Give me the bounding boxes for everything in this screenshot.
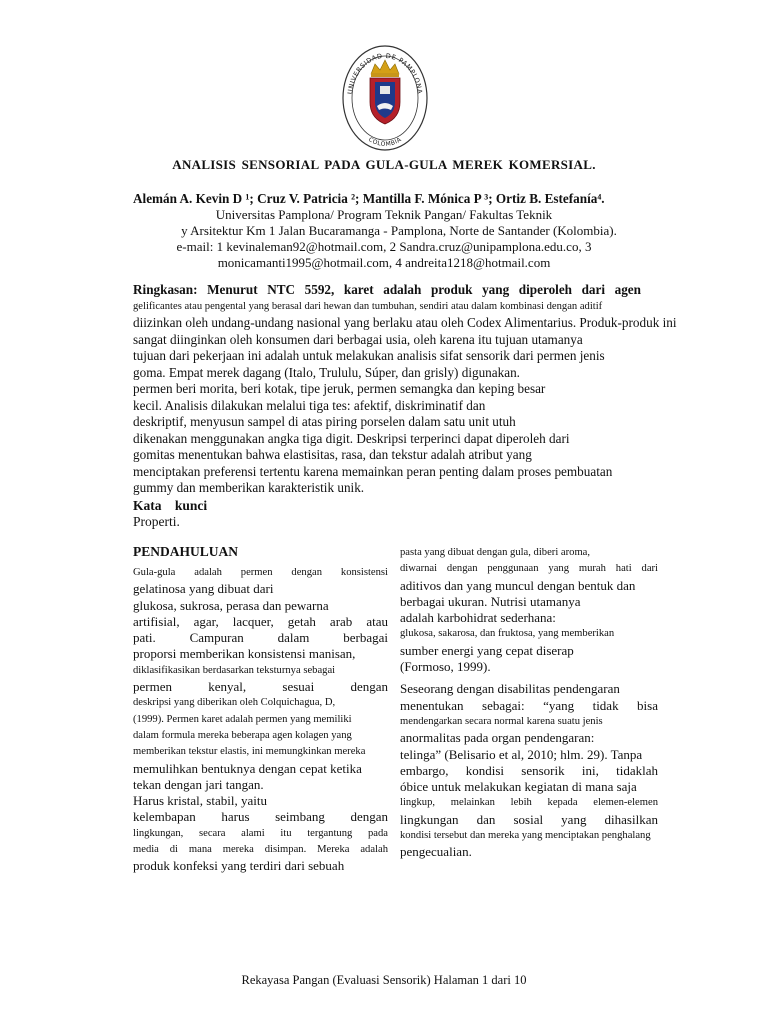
- body-text-line: diklasifikasikan berdasarkan teksturnya sebagai: [133, 664, 336, 676]
- body-text-line: telinga” (Belisario et al, 2010; hlm. 29). Tanpa: [400, 746, 643, 762]
- body-text-line: tekan dengan jari tangan.: [133, 776, 264, 792]
- university-logo: [340, 40, 430, 152]
- abstract-line: gelificantes atau pengental yang berasal dari hewan dan tumbuhan, sendiri atau dalam kombinasi dengan aditif: [133, 300, 603, 312]
- body-text-line: media di mana mereka disimpan. Mereka adalah: [133, 844, 388, 856]
- keywords-heading: Kata kunci: [133, 498, 208, 513]
- body-text-line: (Formoso, 1999).: [400, 659, 491, 675]
- body-text-line: lingkungan dan sosial yang dihasilkan: [400, 811, 658, 827]
- author-list: Alemán A. Kevin D ¹; Cruz V. Patricia ²; Mantilla F. Mónica P ³; Ortiz B. Estefanía⁴.: [133, 191, 605, 206]
- body-text-line: pengecualian.: [400, 844, 472, 860]
- body-text-line: aditivos dan yang muncul dengan bentuk dan: [400, 577, 636, 593]
- body-text-line: kelembapan harus seimbang dengan: [133, 809, 388, 825]
- abstract: [133, 282, 677, 497]
- email-line-2: monicamanti1995@hotmail.com, 4 andreita1218@hotmail.com: [217, 255, 551, 270]
- abstract-line: kecil. Analisis dilakukan melalui tiga tes: afektif, diskriminatif dan: [133, 397, 486, 413]
- abstract-line: gomitas menentukan bahwa elastisitas, rasa, dan tekstur adalah atribut yang: [133, 447, 532, 462]
- body-text-line: adalah karbohidrat sederhana:: [400, 610, 556, 626]
- body-text-line: anormalitas pada organ pendengaran:: [400, 730, 595, 746]
- body-text-line: Gula-gula adalah permen dengan konsistensi: [133, 567, 388, 578]
- body-text-line: dalam formula mereka beberapa agen kolagen yang: [133, 729, 352, 741]
- body-text-line: memberikan tekstur elastis, ini memungkinkan mereka: [133, 746, 366, 758]
- body-text-line: Harus kristal, stabil, yaitu: [133, 793, 267, 809]
- body-text-line: pati. Campuran dalam berbagai: [133, 630, 388, 646]
- abstract-body: [133, 315, 677, 497]
- section-heading: PENDAHULUAN: [133, 544, 239, 559]
- university-seal-icon: [340, 40, 430, 152]
- body-text-line: embargo, kondisi sensorik ini, tidaklah: [400, 762, 658, 778]
- abstract-line: deskriptif, menyusun sampel di atas piring porselen dalam satu unit utuh: [133, 414, 516, 429]
- email-line-1: e-mail: 1 kevinaleman92@hotmail.com, 2 Sandra.cruz@unipamplona.edu.co, 3: [176, 239, 592, 254]
- body-text-line: lingkungan, secara alami itu tergantung pada: [133, 827, 388, 839]
- seal-ring-text-bottom: COLOMBIA: [367, 136, 403, 149]
- body-text-line: produk konfeksi yang terdiri dari sebuah: [133, 858, 345, 874]
- body-text-line: diwarnai dengan penggunaan yang murah hati dari: [400, 563, 658, 575]
- body-text-line: permen kenyal, sesuai dengan: [133, 679, 388, 695]
- body-text-line: pasta yang dibuat dengan gula, diberi aroma,: [400, 547, 591, 558]
- abstract-line: menciptakan preferensi tertentu karena memainkan peran penting dalam proses pembuatan: [133, 463, 613, 479]
- paper-title: ANALISIS SENSORIAL PADA GULA-GULA MEREK KOMERSIAL.: [172, 157, 596, 172]
- body-text-line: deskripsi yang diberikan oleh Colquichagua, D,: [133, 697, 336, 709]
- left-column: [133, 565, 388, 875]
- abstract-line: dikenakan menggunakan angka tiga digit. Deskripsi terperinci dapat diperoleh dari: [133, 430, 570, 446]
- body-text-line: (1999). Permen karet adalah permen yang memiliki: [133, 713, 352, 725]
- keywords-text: Properti.: [133, 514, 180, 529]
- affiliation-line-1: Universitas Pamplona/ Program Teknik Pangan/ Fakultas Teknik: [215, 207, 553, 222]
- seal-ring-text-top: UNIVERSIDAD DE PAMPLONA: [346, 51, 424, 95]
- abstract-heading: Ringkasan: Menurut NTC 5592, karet adalah produk yang diperoleh dari agen: [133, 282, 641, 297]
- page-footer: Rekayasa Pangan (Evaluasi Sensorik) Halaman 1 dari 10: [241, 973, 527, 987]
- body-text-line: sumber energi yang cepat diserap: [400, 642, 574, 658]
- svg-text:COLOMBIA: [367, 136, 403, 148]
- affiliation-line-2: y Arsitektur Km 1 Jalan Bucaramanga - Pamplona, Norte de Santander (Kolombia).: [181, 223, 617, 238]
- abstract-line: sangat diinginkan oleh konsumen dari berbagai usia, oleh karena itu tujuan utamanya: [133, 331, 583, 347]
- body-text-line: artifisial, agar, lacquer, getah arab atau: [133, 613, 388, 629]
- body-text-line: memulihkan bentuknya dengan cepat ketika: [133, 760, 362, 776]
- abstract-line: gummy dan memberikan karakteristik unik.: [133, 480, 365, 495]
- body-text-line: proporsi memberikan konsistensi manisan,: [133, 646, 356, 662]
- body-text-line: Seseorang dengan disabilitas pendengaran: [400, 681, 620, 697]
- abstract-line: tujuan dari pekerjaan ini adalah untuk melakukan analisis sifat sensorik dari permen jenis: [133, 348, 605, 363]
- abstract-line: permen beri morita, beri kotak, tipe jeruk, permen semangka dan keping besar: [133, 381, 546, 396]
- body-text-line: glukosa, sukrosa, perasa dan pewarna: [133, 597, 329, 613]
- body-text-line: kondisi tersebut dan mereka yang menciptakan penghalang: [400, 830, 651, 842]
- body-text-line: óbice untuk melakukan kegiatan di mana saja: [400, 779, 637, 795]
- body-text-line: berbagai ukuran. Nutrisi utamanya: [400, 593, 581, 609]
- body-text-line: gelatinosa yang dibuat dari: [133, 581, 274, 597]
- right-column: [400, 545, 658, 861]
- body-text-line: glukosa, sakarosa, dan fruktosa, yang memberikan: [400, 628, 615, 640]
- body-text-line: menentukan sebagai: “yang tidak bisa: [400, 697, 658, 713]
- abstract-line: goma. Empat merek dagang (Italo, Trululu, Súper, dan grisly) digunakan.: [133, 364, 520, 380]
- body-text-line: lingkup, melainkan lebih kepada elemen-elemen: [400, 797, 658, 809]
- body-text-line: mendengarkan secara normal karena suatu jenis: [400, 715, 603, 727]
- abstract-line: diizinkan oleh undang-undang nasional yang berlaku atau oleh Codex Alimentarius. Produk-produk ini: [133, 315, 677, 330]
